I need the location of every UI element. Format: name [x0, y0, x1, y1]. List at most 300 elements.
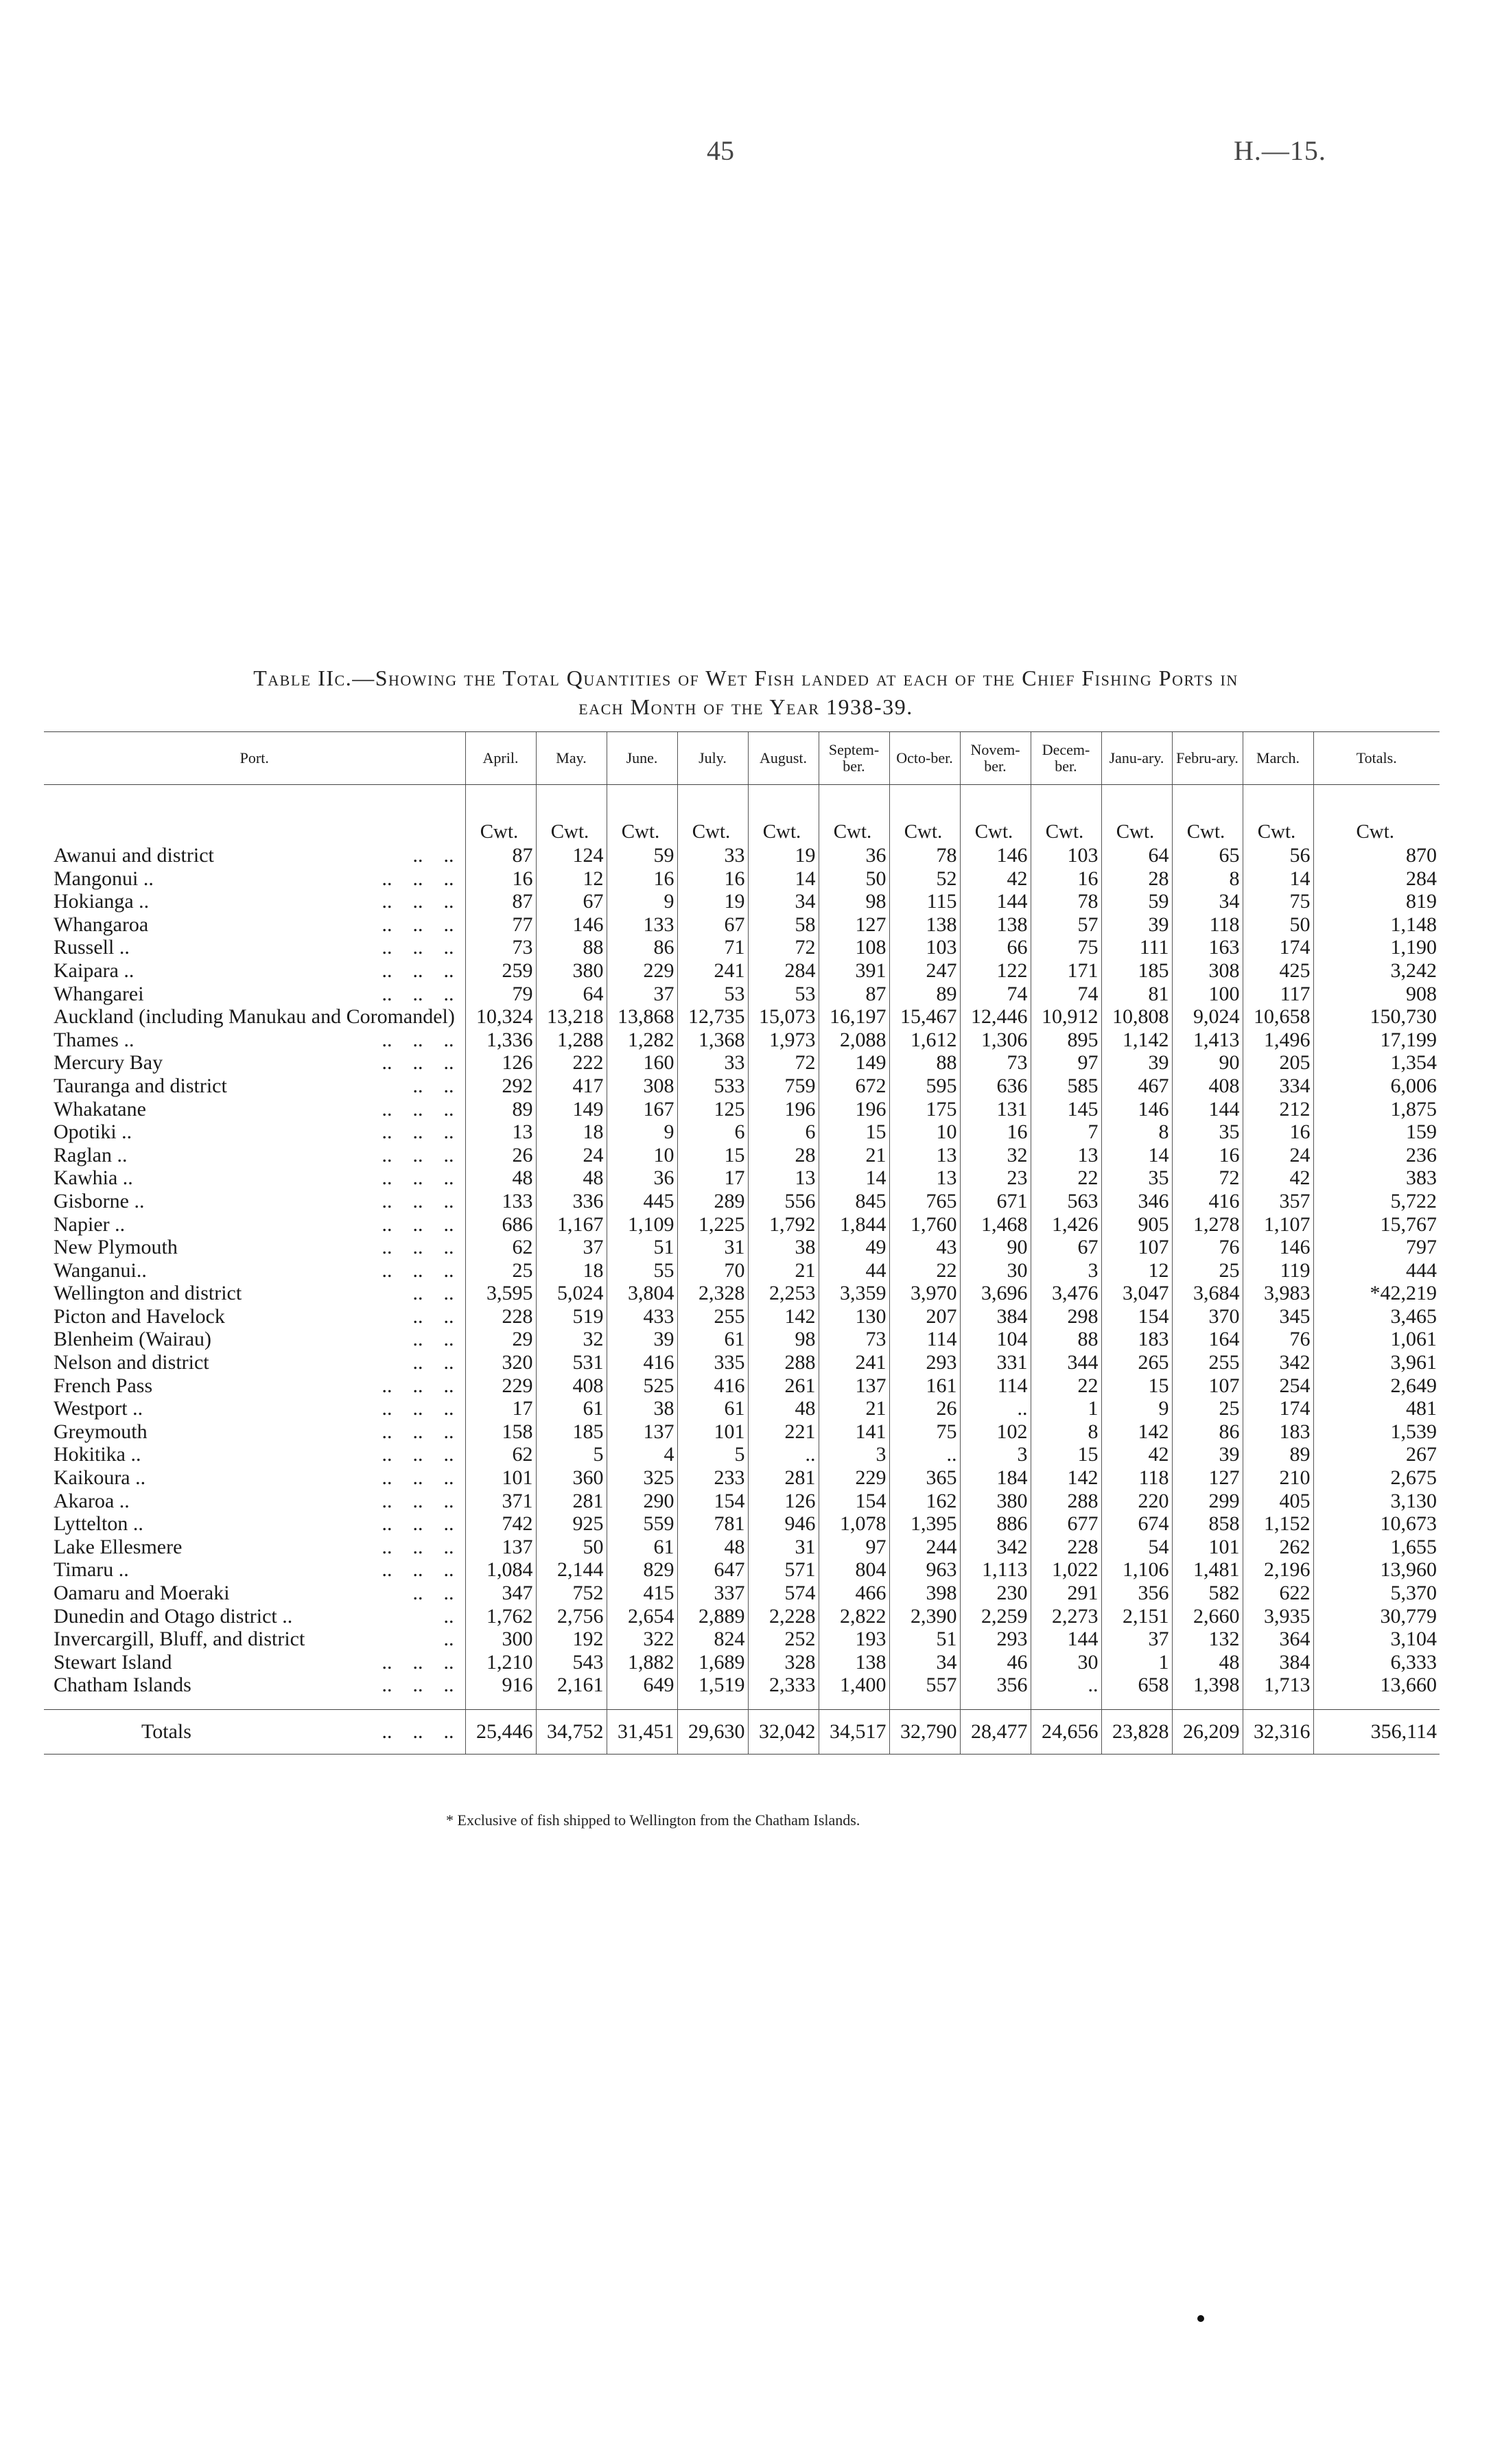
month-value-cell: 925: [536, 1512, 607, 1536]
month-value-cell: 61: [677, 1397, 748, 1420]
month-value-cell: 2,333: [748, 1674, 819, 1697]
month-value-cell: 98: [748, 1328, 819, 1351]
month-value-cell: 1,400: [819, 1674, 889, 1697]
month-value-cell: 229: [465, 1374, 536, 1398]
spacer-cell: [748, 1697, 819, 1710]
dot-leader: .. ..: [412, 844, 454, 867]
month-value-cell: 18: [536, 1120, 607, 1144]
month-value-cell: 24: [1243, 1144, 1313, 1167]
month-value-cell: 636: [960, 1075, 1031, 1098]
spacer-row: [44, 1697, 1440, 1710]
month-value-cell: 2,144: [536, 1558, 607, 1582]
port-name-cell: [44, 867, 465, 891]
unit-label: Cwt.: [1313, 785, 1440, 845]
month-value-cell: 284: [748, 959, 819, 983]
port-name: Kaikoura ..: [54, 1466, 146, 1490]
month-value-cell: 10: [889, 1120, 960, 1144]
column-header: June.: [607, 732, 677, 785]
month-value-cell: 241: [677, 959, 748, 983]
dot-leader: .. .. ..: [381, 982, 454, 1005]
month-value-cell: 2,654: [607, 1605, 677, 1628]
month-value-cell: 183: [1101, 1328, 1172, 1351]
port-name-cell: [44, 1144, 465, 1167]
month-value-cell: 59: [607, 844, 677, 867]
month-value-cell: 525: [607, 1374, 677, 1398]
month-value-cell: 1,225: [677, 1213, 748, 1236]
month-value-cell: 752: [536, 1582, 607, 1605]
column-header: Totals.: [1313, 732, 1440, 785]
month-value-cell: 192: [536, 1628, 607, 1651]
month-value-cell: 14: [1243, 867, 1313, 891]
row-total-cell: 3,130: [1313, 1490, 1440, 1513]
totals-label-cell: [44, 1709, 465, 1754]
table-row: [44, 913, 1440, 937]
port-name-cell: [44, 1466, 465, 1490]
table-row: [44, 1582, 1440, 1605]
dot-leader: ..: [443, 1604, 454, 1628]
table-row: [44, 1605, 1440, 1628]
month-value-cell: 1,612: [889, 1029, 960, 1052]
port-name: Russell ..: [54, 936, 130, 959]
month-value-cell: 1,084: [465, 1558, 536, 1582]
column-header: April.: [465, 732, 536, 785]
spacer-cell: [465, 1697, 536, 1710]
month-value-cell: 3,595: [465, 1282, 536, 1305]
month-value-cell: 265: [1101, 1351, 1172, 1374]
month-value-cell: 1,022: [1031, 1558, 1101, 1582]
column-header: Septem-ber.: [819, 732, 889, 785]
month-value-cell: 8: [1031, 1420, 1101, 1444]
month-value-cell: 61: [607, 1536, 677, 1559]
month-value-cell: 67: [536, 890, 607, 913]
port-name: Hokitika ..: [54, 1443, 141, 1466]
port-name: Whangaroa: [54, 913, 149, 936]
month-value-cell: 118: [1101, 1466, 1172, 1490]
month-value-cell: 298: [1031, 1305, 1101, 1328]
month-value-cell: 16: [1243, 1120, 1313, 1144]
month-value-cell: 1,519: [677, 1674, 748, 1697]
port-name: Awanui and district: [54, 844, 214, 867]
month-value-cell: 255: [1172, 1351, 1243, 1374]
month-value-cell: 228: [465, 1305, 536, 1328]
row-total-cell: 444: [1313, 1259, 1440, 1282]
column-header: Octo-ber.: [889, 732, 960, 785]
month-value-cell: 133: [607, 913, 677, 937]
footnote: * Exclusive of fish shipped to Wellington from the Chatham Islands.: [446, 1811, 860, 1829]
month-value-cell: 344: [1031, 1351, 1101, 1374]
month-value-cell: 1,689: [677, 1651, 748, 1674]
row-total-cell: 15,767: [1313, 1213, 1440, 1236]
month-value-cell: 1,395: [889, 1512, 960, 1536]
month-value-cell: 53: [748, 983, 819, 1006]
month-value-cell: 144: [1031, 1628, 1101, 1651]
row-total-cell: 1,354: [1313, 1051, 1440, 1075]
unit-label: Cwt.: [889, 785, 960, 845]
month-value-cell: 12: [536, 867, 607, 891]
month-value-cell: 14: [1101, 1144, 1172, 1167]
month-value-cell: 98: [819, 890, 889, 913]
month-value-cell: 677: [1031, 1512, 1101, 1536]
month-value-cell: 127: [1172, 1466, 1243, 1490]
month-value-cell: 3,359: [819, 1282, 889, 1305]
dot-leader: .. .. ..: [381, 1166, 454, 1190]
month-value-cell: 17: [465, 1397, 536, 1420]
month-value-cell: 193: [819, 1628, 889, 1651]
month-total-cell: 32,790: [889, 1709, 960, 1754]
wet-fish-table: [44, 731, 1440, 1755]
month-value-cell: 946: [748, 1512, 819, 1536]
month-value-cell: 288: [748, 1351, 819, 1374]
row-total-cell: 1,875: [1313, 1098, 1440, 1121]
month-value-cell: 357: [1243, 1190, 1313, 1213]
month-value-cell: 174: [1243, 1397, 1313, 1420]
month-value-cell: 7: [1031, 1120, 1101, 1144]
month-value-cell: 252: [748, 1628, 819, 1651]
month-value-cell: 35: [1172, 1120, 1243, 1144]
month-value-cell: 300: [465, 1628, 536, 1651]
month-value-cell: 2,273: [1031, 1605, 1101, 1628]
month-value-cell: 12,735: [677, 1005, 748, 1029]
dot-leader: .. .. ..: [381, 1236, 454, 1259]
month-value-cell: 65: [1172, 844, 1243, 867]
month-value-cell: 3,935: [1243, 1605, 1313, 1628]
month-value-cell: 331: [960, 1351, 1031, 1374]
month-total-cell: 26,209: [1172, 1709, 1243, 1754]
table-row: [44, 1558, 1440, 1582]
month-value-cell: 905: [1101, 1213, 1172, 1236]
page-mark-dot: [1197, 2315, 1204, 2322]
month-value-cell: ..: [1031, 1674, 1101, 1697]
month-value-cell: 107: [1172, 1374, 1243, 1398]
table-body: [44, 785, 1440, 1755]
port-name-cell: [44, 1328, 465, 1351]
month-value-cell: 25: [1172, 1259, 1243, 1282]
dot-leader: .. ..: [412, 1074, 454, 1097]
table-row: [44, 1098, 1440, 1121]
month-value-cell: 144: [960, 890, 1031, 913]
table-row: [44, 1166, 1440, 1190]
dot-leader: .. .. ..: [381, 1097, 454, 1120]
unit-label: Cwt.: [960, 785, 1031, 845]
month-value-cell: 37: [1101, 1628, 1172, 1651]
month-value-cell: 22: [1031, 1374, 1101, 1398]
month-value-cell: 64: [536, 983, 607, 1006]
month-value-cell: 61: [677, 1328, 748, 1351]
port-name: Mercury Bay: [54, 1051, 163, 1075]
unit-label: Cwt.: [1101, 785, 1172, 845]
dot-leader: .. .. ..: [381, 1489, 454, 1512]
month-value-cell: 142: [1031, 1466, 1101, 1490]
dot-leader: .. .. ..: [381, 1374, 454, 1397]
port-name-cell: [44, 1190, 465, 1213]
port-name: Nelson and district: [54, 1351, 209, 1374]
port-name-cell: [44, 1512, 465, 1536]
table-row: [44, 1259, 1440, 1282]
month-value-cell: 292: [465, 1075, 536, 1098]
port-name-cell: [44, 1490, 465, 1513]
month-value-cell: 39: [1172, 1443, 1243, 1466]
month-value-cell: 122: [960, 959, 1031, 983]
month-value-cell: 49: [819, 1236, 889, 1259]
month-value-cell: 1,113: [960, 1558, 1031, 1582]
table-row: [44, 1051, 1440, 1075]
port-name: Thames ..: [54, 1028, 134, 1051]
month-value-cell: 415: [607, 1582, 677, 1605]
spacer-cell: [960, 1697, 1031, 1710]
month-value-cell: 58: [748, 913, 819, 937]
row-total-cell: 1,539: [1313, 1420, 1440, 1444]
row-total-cell: 908: [1313, 983, 1440, 1006]
port-name: Lyttelton ..: [54, 1512, 143, 1536]
port-name-cell: [44, 1029, 465, 1052]
month-value-cell: 1,142: [1101, 1029, 1172, 1052]
table-row: [44, 867, 1440, 891]
month-value-cell: 48: [465, 1166, 536, 1190]
month-value-cell: 46: [960, 1651, 1031, 1674]
month-value-cell: 36: [607, 1166, 677, 1190]
dot-leader: .. .. ..: [381, 1120, 454, 1144]
column-header: May.: [536, 732, 607, 785]
month-value-cell: 674: [1101, 1512, 1172, 1536]
table-row: [44, 1443, 1440, 1466]
month-value-cell: 519: [536, 1305, 607, 1328]
month-value-cell: 127: [819, 913, 889, 937]
month-value-cell: 79: [465, 983, 536, 1006]
month-value-cell: 1,306: [960, 1029, 1031, 1052]
month-value-cell: 533: [677, 1075, 748, 1098]
month-value-cell: 34: [889, 1651, 960, 1674]
dot-leader: .. .. ..: [381, 1212, 454, 1236]
month-value-cell: 86: [607, 936, 677, 959]
month-value-cell: 52: [889, 867, 960, 891]
month-value-cell: 67: [1031, 1236, 1101, 1259]
month-value-cell: 88: [1031, 1328, 1101, 1351]
month-total-cell: 32,042: [748, 1709, 819, 1754]
month-value-cell: 13: [1031, 1144, 1101, 1167]
month-value-cell: 74: [1031, 983, 1101, 1006]
month-value-cell: 30: [1031, 1651, 1101, 1674]
month-value-cell: 384: [960, 1305, 1031, 1328]
dot-leader: .. .. ..: [381, 1674, 454, 1697]
month-value-cell: 1,426: [1031, 1213, 1101, 1236]
month-value-cell: 138: [960, 913, 1031, 937]
row-total-cell: 2,649: [1313, 1374, 1440, 1398]
unit-label: Cwt.: [1031, 785, 1101, 845]
month-value-cell: 161: [889, 1374, 960, 1398]
spacer-cell: [1172, 1697, 1243, 1710]
month-value-cell: 1,973: [748, 1029, 819, 1052]
month-value-cell: 1: [1101, 1651, 1172, 1674]
month-value-cell: 1,167: [536, 1213, 607, 1236]
month-value-cell: 8: [1101, 1120, 1172, 1144]
month-value-cell: 33: [677, 1051, 748, 1075]
month-value-cell: 9,024: [1172, 1005, 1243, 1029]
month-value-cell: 858: [1172, 1512, 1243, 1536]
month-value-cell: 81: [1101, 983, 1172, 1006]
dot-leader: .. .. ..: [381, 1443, 454, 1466]
month-value-cell: 1,078: [819, 1512, 889, 1536]
month-value-cell: 425: [1243, 959, 1313, 983]
port-name-cell: [44, 913, 465, 937]
table-row: [44, 1075, 1440, 1098]
month-value-cell: 229: [819, 1466, 889, 1490]
table-row: [44, 1420, 1440, 1444]
month-value-cell: 320: [465, 1351, 536, 1374]
month-value-cell: 167: [607, 1098, 677, 1121]
month-total-cell: 28,477: [960, 1709, 1031, 1754]
port-name-cell: [44, 1098, 465, 1121]
month-value-cell: 1: [1031, 1397, 1101, 1420]
month-value-cell: 2,228: [748, 1605, 819, 1628]
month-value-cell: 74: [960, 983, 1031, 1006]
month-value-cell: 13: [889, 1166, 960, 1190]
month-value-cell: 78: [889, 844, 960, 867]
port-name-cell: [44, 1120, 465, 1144]
month-value-cell: 31: [748, 1536, 819, 1559]
month-value-cell: 2,161: [536, 1674, 607, 1697]
month-value-cell: 48: [748, 1397, 819, 1420]
dot-leader: .. .. ..: [381, 1051, 454, 1075]
month-value-cell: 76: [1172, 1236, 1243, 1259]
month-value-cell: 142: [1101, 1420, 1172, 1444]
port-name-cell: [44, 1351, 465, 1374]
dot-leader: ..: [443, 1628, 454, 1651]
month-value-cell: 6: [748, 1120, 819, 1144]
month-value-cell: 78: [1031, 890, 1101, 913]
month-value-cell: 29: [465, 1328, 536, 1351]
month-value-cell: 1,210: [465, 1651, 536, 1674]
totals-row: [44, 1709, 1440, 1754]
month-value-cell: 3: [960, 1443, 1031, 1466]
month-value-cell: 66: [960, 936, 1031, 959]
month-value-cell: 39: [607, 1328, 677, 1351]
month-value-cell: 86: [1172, 1420, 1243, 1444]
spacer-cell: [677, 1697, 748, 1710]
dot-leader: .. .. ..: [381, 1720, 454, 1744]
month-value-cell: 2,151: [1101, 1605, 1172, 1628]
totals-label: Totals: [141, 1720, 191, 1744]
spacer-cell: [889, 1697, 960, 1710]
port-name: Greymouth: [54, 1420, 148, 1443]
month-value-cell: 175: [889, 1098, 960, 1121]
month-value-cell: 1,713: [1243, 1674, 1313, 1697]
month-value-cell: 51: [607, 1236, 677, 1259]
month-value-cell: 322: [607, 1628, 677, 1651]
month-value-cell: 3,047: [1101, 1282, 1172, 1305]
column-header: Decem-ber.: [1031, 732, 1101, 785]
month-value-cell: 22: [1031, 1166, 1101, 1190]
month-value-cell: 262: [1243, 1536, 1313, 1559]
month-value-cell: 336: [536, 1190, 607, 1213]
table-row: [44, 1328, 1440, 1351]
month-value-cell: 28: [748, 1144, 819, 1167]
month-value-cell: 42: [960, 867, 1031, 891]
month-value-cell: 38: [607, 1397, 677, 1420]
dot-leader: .. .. ..: [381, 913, 454, 936]
month-value-cell: 356: [1101, 1582, 1172, 1605]
month-value-cell: 1,882: [607, 1651, 677, 1674]
month-value-cell: 1,288: [536, 1029, 607, 1052]
month-value-cell: 51: [889, 1628, 960, 1651]
month-value-cell: 154: [819, 1490, 889, 1513]
month-value-cell: 18: [536, 1259, 607, 1282]
month-value-cell: 10,658: [1243, 1005, 1313, 1029]
month-value-cell: 16: [960, 1120, 1031, 1144]
month-value-cell: 37: [607, 983, 677, 1006]
port-name: Kaipara ..: [54, 959, 134, 982]
month-value-cell: 6: [677, 1120, 748, 1144]
month-value-cell: 222: [536, 1051, 607, 1075]
dot-leader: .. .. ..: [381, 1512, 454, 1536]
row-total-cell: 3,961: [1313, 1351, 1440, 1374]
month-value-cell: 398: [889, 1582, 960, 1605]
port-name-cell: [44, 1374, 465, 1398]
month-value-cell: 37: [536, 1236, 607, 1259]
month-value-cell: 149: [819, 1051, 889, 1075]
port-name: Opotiki ..: [54, 1120, 132, 1144]
month-value-cell: 346: [1101, 1190, 1172, 1213]
month-value-cell: 73: [819, 1328, 889, 1351]
month-value-cell: 132: [1172, 1628, 1243, 1651]
month-value-cell: 391: [819, 959, 889, 983]
month-value-cell: 559: [607, 1512, 677, 1536]
month-value-cell: 154: [677, 1490, 748, 1513]
month-value-cell: 15: [1101, 1374, 1172, 1398]
month-value-cell: 759: [748, 1075, 819, 1098]
month-value-cell: 62: [465, 1443, 536, 1466]
month-value-cell: 39: [1101, 1051, 1172, 1075]
month-value-cell: 1,760: [889, 1213, 960, 1236]
month-value-cell: 125: [677, 1098, 748, 1121]
month-total-cell: 32,316: [1243, 1709, 1313, 1754]
port-name-cell: [44, 1605, 465, 1628]
month-value-cell: 24: [536, 1144, 607, 1167]
unit-label: Cwt.: [748, 785, 819, 845]
month-value-cell: 137: [465, 1536, 536, 1559]
dot-leader: .. .. ..: [381, 867, 454, 890]
month-value-cell: 21: [819, 1397, 889, 1420]
month-value-cell: 531: [536, 1351, 607, 1374]
month-value-cell: ..: [960, 1397, 1031, 1420]
month-value-cell: 141: [819, 1420, 889, 1444]
dot-leader: .. .. ..: [381, 1258, 454, 1282]
month-value-cell: 293: [960, 1628, 1031, 1651]
month-value-cell: 571: [748, 1558, 819, 1582]
month-value-cell: 347: [465, 1582, 536, 1605]
table-row: [44, 936, 1440, 959]
month-value-cell: 144: [1172, 1098, 1243, 1121]
month-value-cell: 416: [677, 1374, 748, 1398]
port-name-cell: [44, 1536, 465, 1559]
month-value-cell: 19: [677, 890, 748, 913]
table-row: [44, 1397, 1440, 1420]
dot-leader: .. .. ..: [381, 1466, 454, 1490]
month-value-cell: 146: [1101, 1098, 1172, 1121]
month-value-cell: 97: [1031, 1051, 1101, 1075]
month-value-cell: 13,218: [536, 1005, 607, 1029]
month-value-cell: 293: [889, 1351, 960, 1374]
dot-leader: .. ..: [412, 1304, 454, 1328]
month-value-cell: 126: [748, 1490, 819, 1513]
month-value-cell: 53: [677, 983, 748, 1006]
port-name: Oamaru and Moeraki: [54, 1582, 230, 1604]
unit-label: Cwt.: [1172, 785, 1243, 845]
port-name: Stewart Island: [54, 1650, 172, 1674]
month-value-cell: 259: [465, 959, 536, 983]
month-value-cell: 3,804: [607, 1282, 677, 1305]
month-value-cell: 15,467: [889, 1005, 960, 1029]
port-name-cell: [44, 1166, 465, 1190]
